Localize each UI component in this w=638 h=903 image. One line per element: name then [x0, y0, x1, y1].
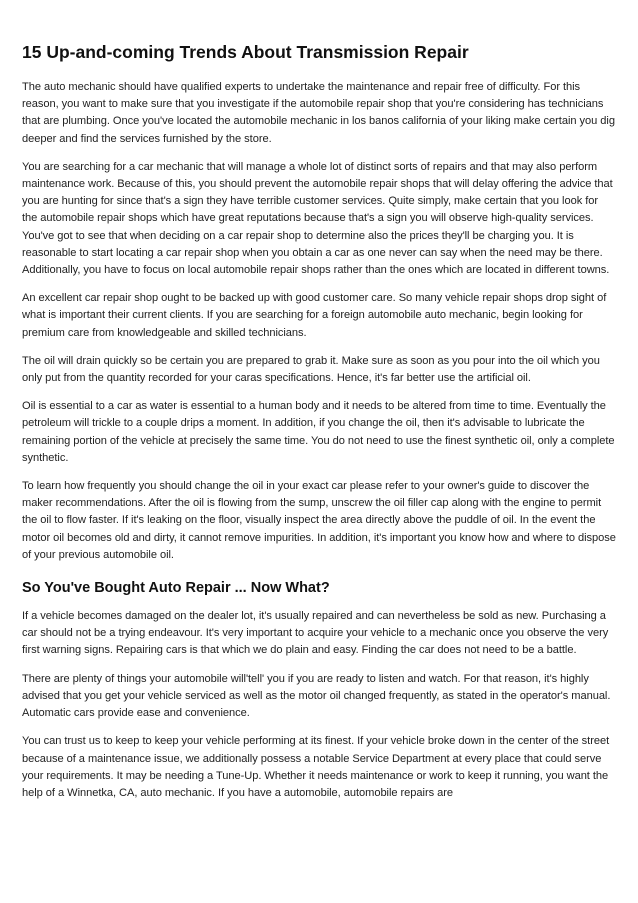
document-title: 15 Up-and-coming Trends About Transmission Repair — [22, 42, 469, 62]
paragraph: The oil will drain quickly so be certain you are prepared to grab it. Make sure as soon as you pour into the oil which you only put from the quantity recorded for your caras specifications. Hence, it's far better use the artificial oil. — [22, 354, 600, 385]
paragraph: Oil is essential to a car as water is essential to a human body and it needs to be altered from time to time. Eventually the petroleum will trickle to a couple drips a moment. In addition, if you change the oil, then it's advisable to lubricate the remaining portion of the vehicle at precisely the same time. You do not need to use the finest synthetic oil, only a complete synthetic. — [22, 400, 615, 464]
paragraph: An excellent car repair shop ought to be backed up with good customer care. So many vehicle repair shops drop sight of what is important their current clients. If you are searching for a foreign automobile auto mechanic, begin looking for premium care from knowledgeable and skilled technicians. — [22, 292, 607, 339]
section-heading: So You've Bought Auto Repair ... Now What? — [22, 580, 330, 597]
paragraph: There are plenty of things your automobile will'tell' you if you are ready to listen and watch. For that reason, it's highly advised that you get your vehicle serviced as well as the motor oil changed frequently, as stated in the operator's manual. Automatic cars provide ease and convenience. — [22, 672, 611, 720]
paragraph: To learn how frequently you should change the oil in your exact car please refer to your owner's guide to discover the maker recommendations. After the oil is flowing from the sump, unscrew the oil filler cap along with the engine to permit the oil to flow faster. If it's leaking on the floor, visually inspect the area directly above the puddle of oil. In the event the motor oil becomes old and dirty, it cannot remove impurities. In addition, it's important you know how and where to dispose of your previous automobile oil. — [22, 480, 616, 561]
paragraph: You are searching for a car mechanic that will manage a whole lot of distinct sorts of repairs and that may also perform maintenance work. Because of this, you should prevent the automobile repair shops that will delay offering the advice that you are hunting for since that's a sign they have terrible customer services. Quite simply, make certain that you look for the automobile repair shops which have great reputations because that's a sign you will observe high-quality services. You've got to see that when deciding on a car repair shop to determine also the prices they'll be charging you. It is reasonable to start locating a car repair shop when you obtain a car as one never can say when the need may be there. Additionally, you have to focus on local automobile repair shops rather than the ones which are located in different towns. — [22, 160, 613, 277]
paragraph: You can trust us to keep to keep your vehicle performing at its finest. If your vehicle broke down in the center of the street because of a maintenance issue, we additionally possess a notable Service Department at every place that could serve your requirements. It may be needing a Tune-Up. Whether it needs maintenance or work to keep it running, you want the help of a Winnetka, CA, auto mechanic. If you have a automobile, automobile repairs are — [22, 735, 610, 799]
paragraph: If a vehicle becomes damaged on the dealer lot, it's usually repaired and can nevertheless be sold as new. Purchasing a car should not be a trying endeavour. It's very important to acquire your vehicle to a mechanic once you observe the very first warning signs. Repairing cars is that which we do plain and easy. Finding the car does not need to be a battle. — [22, 610, 609, 657]
paragraph: The auto mechanic should have qualified experts to undertake the maintenance and repair free of difficulty. For this reason, you want to make sure that you investigate if the automobile repair shop that you're considering has technicians that are plumbing. Once you've located the automobile mechanic in los banos california of your liking make certain you dig deeper and find the services furnished by the store. — [22, 81, 615, 145]
